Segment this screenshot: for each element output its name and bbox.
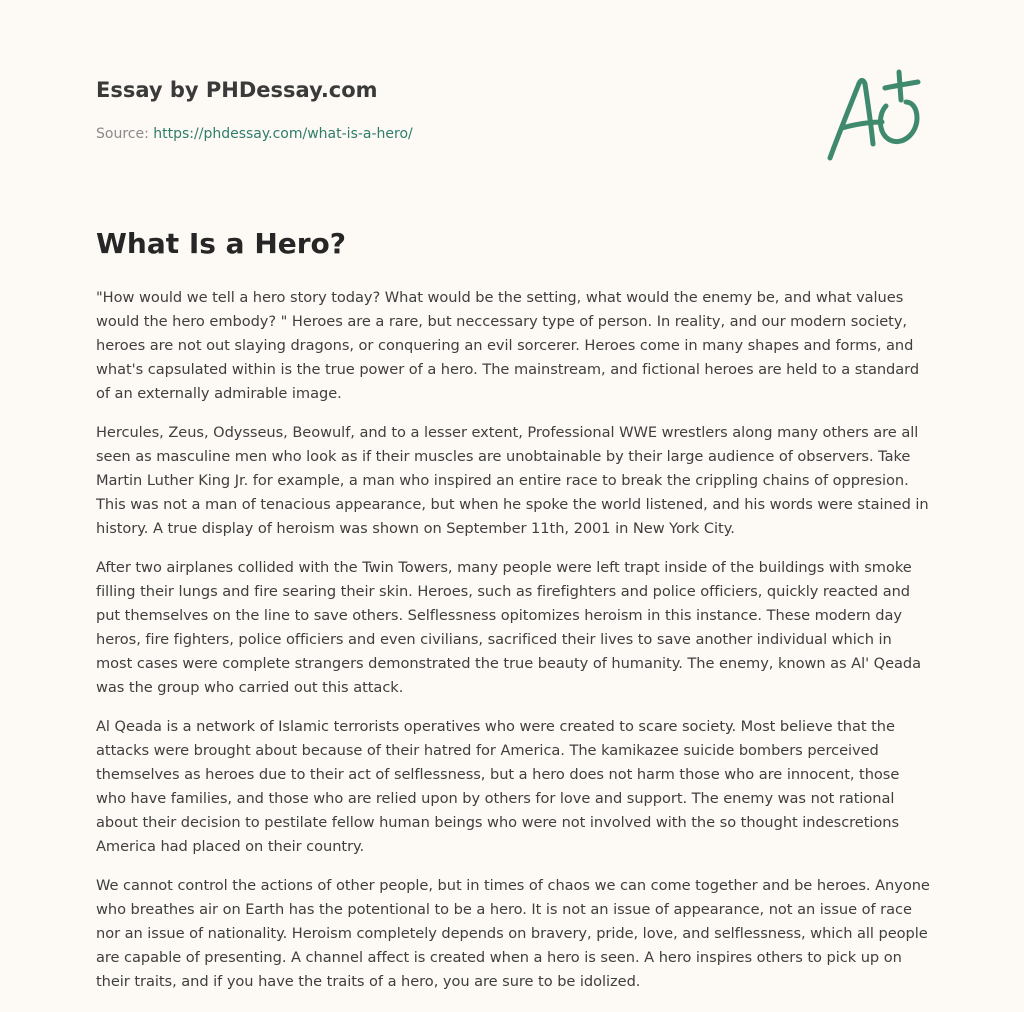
- essay-paragraph: "How would we tell a hero story today? What would be the setting, what would the enemy be, and what values would the hero embody? " Heroes are a rare, but neccessary type of person. In reality, and our modern society, heroes are not out slaying dragons, or conquering an evil sorcerer. Heroes come in many shapes and forms, and what's capsulated within is the true power of a hero. The mainstream, and fictional heroes are held to a standard of an externally admirable image.: [96, 289, 920, 402]
- essay-header: [96, 76, 796, 144]
- essay-paragraph: Al Qeada is a network of Islamic terrorists operatives who were created to scare society. Most believe that the attacks were brought about because of their hatred for America. The kamikazee suicide bombers perceived themselves as heroes due to their act of selflessness, but a hero does not harm those who are innocent, those who have families, and those who are relied upon by others for love and support. The enemy was not rational about their decision to pestilate fellow human beings who were not involved with the so thought indescretions America had placed on their country.: [96, 718, 900, 855]
- source-link[interactable]: https://phdessay.com/what-is-a-hero/: [153, 126, 413, 142]
- essay-title: What Is a Hero?: [96, 227, 347, 260]
- essay-body: [96, 286, 930, 1009]
- a-plus-logo-icon: [822, 66, 926, 166]
- essay-paragraph: We cannot control the actions of other people, but in times of chaos we can come together and be heroes. Anyone who breathes air on Earth has the potentional to be a hero. It is not an issue of appearance, not an issue of race nor an issue of nationality. Heroism completely depends on bravery, pride, love, and selflessness, which all people are capable of presenting. A channel affect is created when a hero is seen. A hero inspires others to pick up on their traits, and if you have the traits of a hero, you are sure to be idolized.: [96, 877, 930, 990]
- source-label: Source:: [96, 126, 149, 142]
- essay-paragraph: After two airplanes collided with the Twin Towers, many people were left trapt inside of the buildings with smoke filling their lungs and fire searing their skin. Heroes, such as firefighters and police officiers, quickly reacted and put themselves on the line to save others. Selflessness opitomizes heroism in this instance. These modern day heros, fire fighters, police officiers and even civilians, sacrificed their lives to save another individual which in most cases were complete strangers demonstrated the true beauty of humanity. The enemy, known as Al' Qeada was the group who carried out this attack.: [96, 559, 922, 696]
- source-line: [96, 124, 796, 144]
- site-brand: Essay by PHDessay.com: [96, 78, 378, 102]
- essay-paragraph: Hercules, Zeus, Odysseus, Beowulf, and to a lesser extent, Professional WWE wrestlers along many others are all seen as masculine men who look as if their muscles are unobtainable by their large audience of observers. Take Martin Luther King Jr. for example, a man who inspired an entire race to break the crippling chains of oppresion. This was not a man of tenacious appearance, but when he spoke the world listened, and his words were stained in history. A true display of heroism was shown on September 11th, 2001 in New York City.: [96, 424, 929, 537]
